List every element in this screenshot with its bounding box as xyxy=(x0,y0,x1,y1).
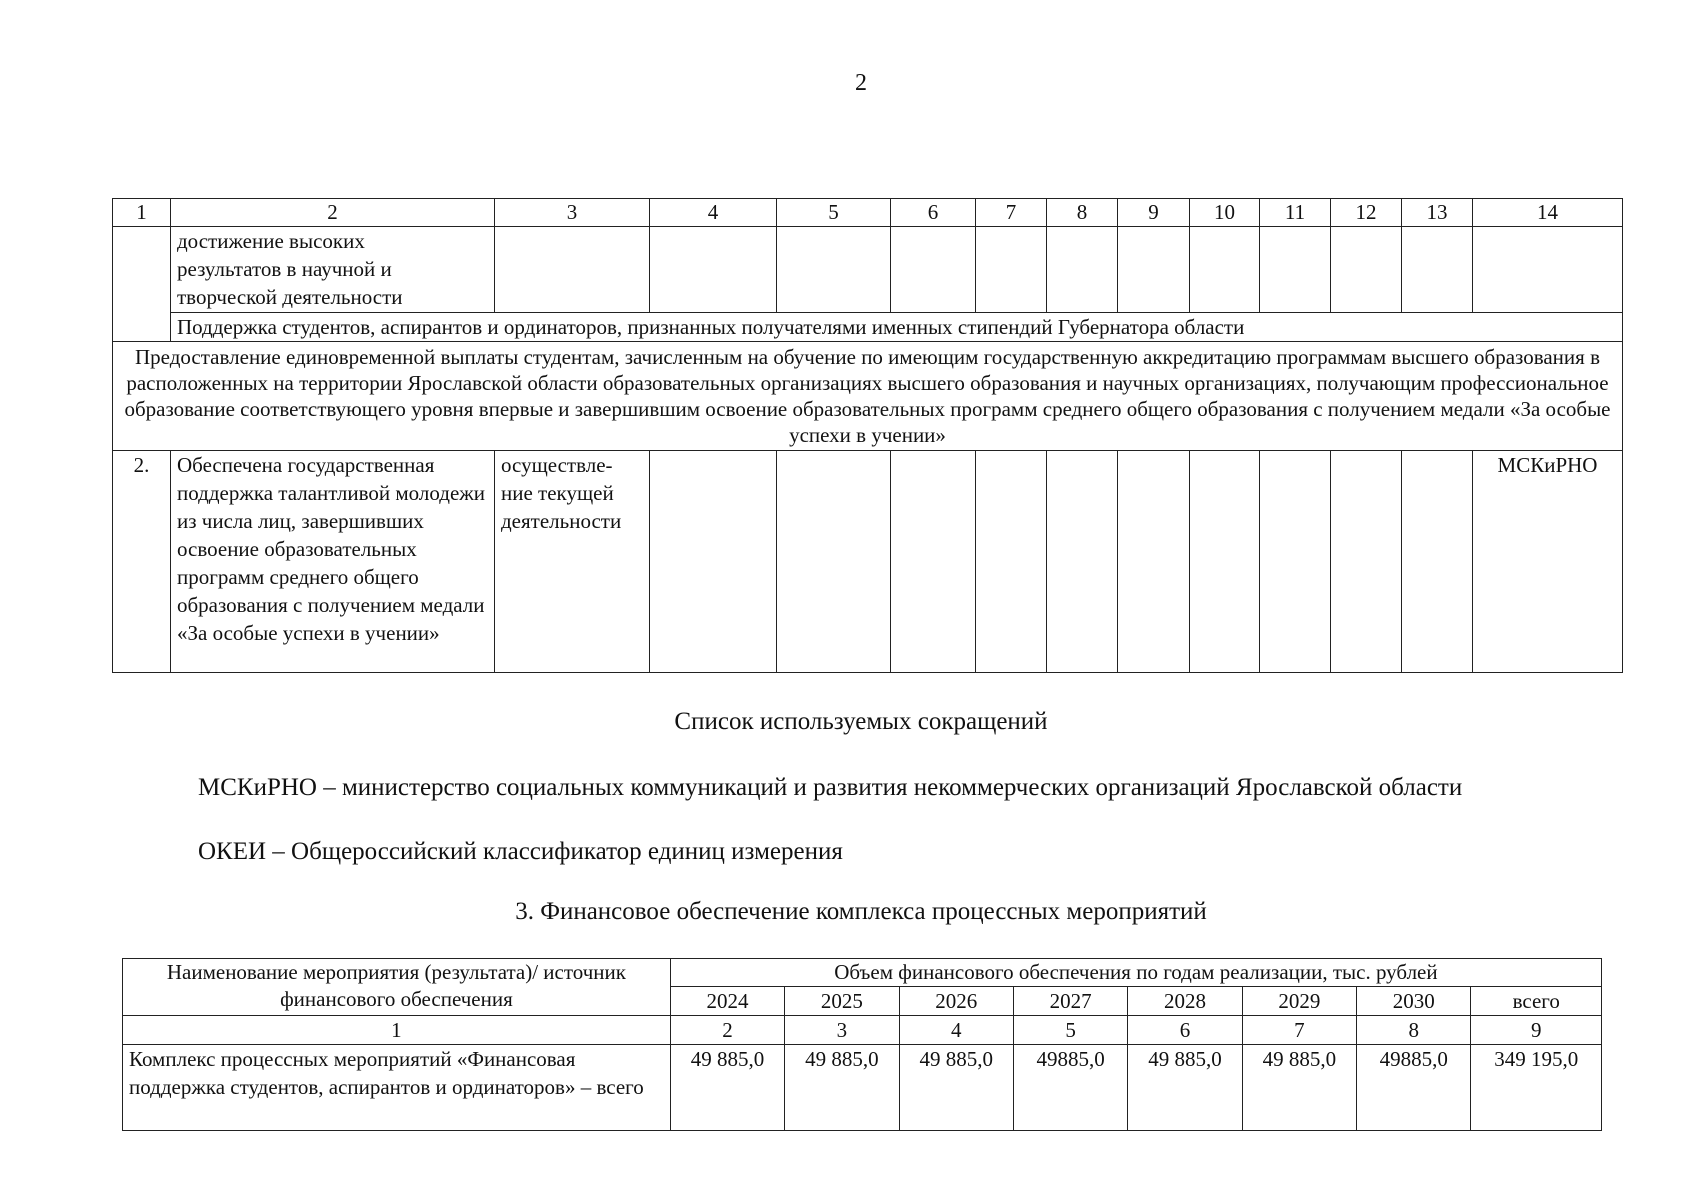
year-header: 2030 xyxy=(1357,987,1471,1016)
column-group-header: Объем финансового обеспечения по годам реализации, тыс. рублей xyxy=(670,959,1601,987)
table-row xyxy=(113,227,1623,313)
abbreviation-item: МСКиРНО – министерство социальных коммуникаций и развития некоммерческих организаций Ярославской области xyxy=(198,774,1463,801)
table-cell xyxy=(1047,451,1118,673)
column-number: 7 xyxy=(1242,1016,1356,1045)
column-number: 11 xyxy=(1260,199,1331,227)
year-header: 2024 xyxy=(670,987,784,1016)
column-number: 13 xyxy=(1402,199,1473,227)
column-number: 8 xyxy=(1047,199,1118,227)
result-continuation-cell xyxy=(171,227,495,313)
year-header: 2025 xyxy=(785,987,899,1016)
result-line: результатов в научной и xyxy=(177,257,392,281)
amount-cell: 49 885,0 xyxy=(1128,1045,1242,1131)
table-cell xyxy=(113,227,171,342)
table-cell xyxy=(777,451,891,673)
column-number: 5 xyxy=(777,199,891,227)
table-cell xyxy=(1260,451,1331,673)
column-number: 1 xyxy=(123,1016,671,1045)
table-row xyxy=(113,342,1623,451)
table-row xyxy=(123,1045,1602,1131)
column-number: 2 xyxy=(171,199,495,227)
table-cell xyxy=(650,451,777,673)
table-cell xyxy=(650,227,777,313)
table-cell xyxy=(976,227,1047,313)
result-line: творческой деятельности xyxy=(177,285,403,309)
row-number: 2. xyxy=(113,451,171,673)
amount-cell: 49 885,0 xyxy=(670,1045,784,1131)
amount-cell: 49 885,0 xyxy=(1242,1045,1356,1131)
financing-table xyxy=(122,958,1602,1131)
column-number: 4 xyxy=(899,1016,1013,1045)
column-number: 8 xyxy=(1357,1016,1471,1045)
year-header: 2027 xyxy=(1013,987,1127,1016)
column-number: 9 xyxy=(1471,1016,1602,1045)
table-cell xyxy=(1402,451,1473,673)
column-number: 3 xyxy=(785,1016,899,1045)
column-number: 7 xyxy=(976,199,1047,227)
table-cell xyxy=(1047,227,1118,313)
amount-cell: 49885,0 xyxy=(1013,1045,1127,1131)
total-amount-cell: 349 195,0 xyxy=(1471,1045,1602,1131)
amount-cell: 49 885,0 xyxy=(899,1045,1013,1131)
column-number: 10 xyxy=(1190,199,1260,227)
column-number: 6 xyxy=(891,199,976,227)
column-number: 2 xyxy=(670,1016,784,1045)
column-number: 4 xyxy=(650,199,777,227)
result-name: Обеспечена государственная поддержка талантливой молодежи из числа лиц, завершивших освоение образовательных программ среднего общего образования с получением медали «За особые успехи в учении» xyxy=(171,451,495,673)
year-header: 2028 xyxy=(1128,987,1242,1016)
table-row xyxy=(113,313,1623,342)
result-line: достижение высоких xyxy=(177,229,365,253)
table-cell xyxy=(1118,451,1190,673)
abbreviations-title: Список используемых сокращений xyxy=(674,708,1048,735)
table-cell xyxy=(891,451,976,673)
table-row xyxy=(113,451,1623,673)
responsible-party: МСКиРНО xyxy=(1473,451,1623,673)
column-number: 12 xyxy=(1331,199,1402,227)
table-row xyxy=(123,1016,1602,1045)
page-number: 2 xyxy=(855,70,867,96)
amount-cell: 49 885,0 xyxy=(785,1045,899,1131)
year-header: 2026 xyxy=(899,987,1013,1016)
table-header-row xyxy=(123,959,1602,987)
amount-cell: 49885,0 xyxy=(1357,1045,1471,1131)
results-table xyxy=(112,198,1623,673)
column-header-name: Наименование мероприятия (результата)/ источник финансового обеспечения xyxy=(123,959,671,1016)
table-cell xyxy=(1402,227,1473,313)
column-number: 6 xyxy=(1128,1016,1242,1045)
section-title: 3. Финансовое обеспечение комплекса процессных мероприятий xyxy=(515,898,1207,925)
result-type: осуществле-ние текущей деятельности xyxy=(495,451,650,673)
column-number: 1 xyxy=(113,199,171,227)
column-number: 3 xyxy=(495,199,650,227)
table-cell xyxy=(891,227,976,313)
table-cell xyxy=(1473,227,1623,313)
column-number: 5 xyxy=(1013,1016,1127,1045)
table-cell xyxy=(1118,227,1190,313)
table-cell xyxy=(495,227,650,313)
task-subheading: Поддержка студентов, аспирантов и ординаторов, признанных получателями именных стипендий Губернатора области xyxy=(171,313,1623,342)
year-header: 2029 xyxy=(1242,987,1356,1016)
activity-name: Комплекс процессных мероприятий «Финансовая поддержка студентов, аспирантов и ординаторов» – всего xyxy=(123,1045,671,1131)
table-header-row xyxy=(113,199,1623,227)
total-header: всего xyxy=(1471,987,1602,1016)
task-description-row: Предоставление единовременной выплаты студентам, зачисленным на обучение по имеющим государственную аккредитацию программам высшего образования в расположенных на территории Ярославской области образовательных организациях высшего образования и научных организациях, получающим профессиональное образование соответствующего уровня впервые и завершившим освоение образовательных программ среднего общего образования с получением медали «За особые успехи в учении» xyxy=(113,342,1623,451)
table-cell xyxy=(777,227,891,313)
table-cell xyxy=(1331,451,1402,673)
abbreviation-item: ОКЕИ – Общероссийский классификатор единиц измерения xyxy=(198,838,843,865)
table-cell xyxy=(976,451,1047,673)
table-cell xyxy=(1260,227,1331,313)
column-number: 9 xyxy=(1118,199,1190,227)
column-number: 14 xyxy=(1473,199,1623,227)
table-cell xyxy=(1190,227,1260,313)
table-cell xyxy=(1190,451,1260,673)
table-cell xyxy=(1331,227,1402,313)
